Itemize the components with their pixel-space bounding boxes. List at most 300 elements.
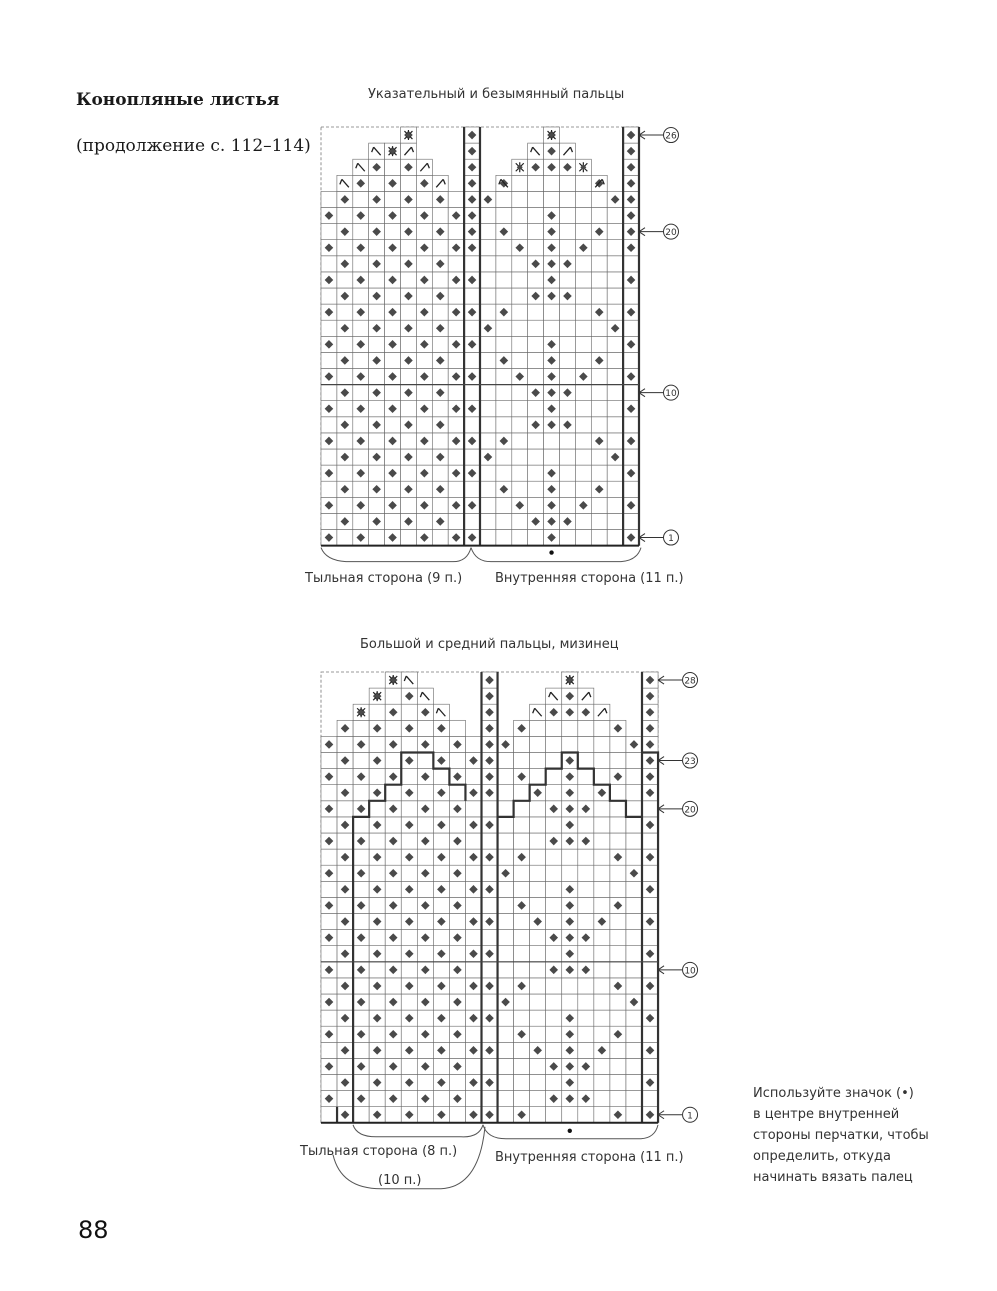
chart-cell xyxy=(594,994,610,1010)
chart-cell xyxy=(626,849,642,865)
chart-cell xyxy=(528,433,544,449)
chart-cell xyxy=(514,914,530,930)
chart-cell xyxy=(514,801,530,817)
chart-cell xyxy=(417,1010,433,1026)
chart-cell xyxy=(496,417,512,433)
chart-cell xyxy=(321,753,337,769)
chart-cell xyxy=(449,753,465,769)
chart-cell xyxy=(546,785,562,801)
chart-cell xyxy=(385,914,401,930)
chart-cell xyxy=(498,946,514,962)
chart-cell xyxy=(546,1042,562,1058)
chart-cell xyxy=(482,1058,498,1074)
note-line: начинать вязать палец xyxy=(753,1170,913,1185)
chart-cell xyxy=(575,224,591,240)
row-number: 26 xyxy=(665,131,677,142)
chart-cell xyxy=(321,849,337,865)
chart-cell xyxy=(594,897,610,913)
chart-cell xyxy=(610,801,626,817)
chart-cell xyxy=(530,946,546,962)
chart-cell xyxy=(512,191,528,207)
chart-cell xyxy=(353,753,369,769)
chart-cell xyxy=(433,897,449,913)
chart-cell xyxy=(496,272,512,288)
chart-cell xyxy=(626,833,642,849)
chart-cell xyxy=(626,769,642,785)
chart-cell xyxy=(433,865,449,881)
chart-cell xyxy=(337,865,353,881)
chart-cell xyxy=(530,801,546,817)
chart-cell xyxy=(417,849,433,865)
chart-cell xyxy=(575,191,591,207)
chart-cell xyxy=(449,1107,465,1123)
chart-cell xyxy=(626,881,642,897)
chart-cell xyxy=(321,1075,337,1091)
chart-cell xyxy=(528,352,544,368)
chart-cell xyxy=(528,530,544,546)
chart-cell xyxy=(578,978,594,994)
chart-cell xyxy=(610,881,626,897)
chart-cell xyxy=(498,962,514,978)
chart-cell xyxy=(496,256,512,272)
chart-cell xyxy=(544,175,560,191)
chart-cell xyxy=(385,720,401,736)
chart-cell xyxy=(514,994,530,1010)
chart-cell xyxy=(417,946,433,962)
chart-cell xyxy=(432,465,448,481)
chart-cell xyxy=(385,385,401,401)
chart-cell xyxy=(623,481,639,497)
chart-cell xyxy=(465,769,481,785)
chart-cell xyxy=(417,914,433,930)
chart-cell xyxy=(321,785,337,801)
chart-cell xyxy=(480,336,496,352)
chart-cell xyxy=(575,175,591,191)
chart-cell xyxy=(594,849,610,865)
row-number: 20 xyxy=(665,228,677,239)
chart-cell xyxy=(321,320,337,336)
chart-cell xyxy=(385,688,401,704)
chart-cell xyxy=(416,288,432,304)
page-number: 88 xyxy=(78,1216,109,1244)
chart-cell xyxy=(321,817,337,833)
chart-cell xyxy=(385,1107,401,1123)
chart-cell xyxy=(385,817,401,833)
chart-cell xyxy=(575,272,591,288)
chart-cell xyxy=(607,465,623,481)
chart-cell xyxy=(544,433,560,449)
chart-cell xyxy=(546,897,562,913)
chart-cell xyxy=(482,801,498,817)
chart-cell xyxy=(546,994,562,1010)
chart-cell xyxy=(546,1026,562,1042)
chart-cell xyxy=(594,1026,610,1042)
chart-cell xyxy=(546,881,562,897)
note-line: в центре внутренней xyxy=(753,1107,900,1122)
chart-cell xyxy=(480,385,496,401)
chart-cell xyxy=(401,304,417,320)
chart-cell xyxy=(530,881,546,897)
chart-cell xyxy=(464,481,480,497)
chart-cell xyxy=(337,465,353,481)
chart-cell xyxy=(512,224,528,240)
chart-cell xyxy=(512,513,528,529)
chart-cell xyxy=(432,272,448,288)
chart-cell xyxy=(575,481,591,497)
chart-cell xyxy=(626,1058,642,1074)
chart-cell xyxy=(480,433,496,449)
chart-cell xyxy=(626,946,642,962)
chart-cell xyxy=(369,369,385,385)
chart-cell xyxy=(321,256,337,272)
chart-cell xyxy=(607,288,623,304)
chart-cell xyxy=(496,497,512,513)
chart-cell xyxy=(578,994,594,1010)
chart-cell xyxy=(480,513,496,529)
chart-cell xyxy=(353,449,369,465)
chart-cell xyxy=(417,881,433,897)
chart-cell xyxy=(514,785,530,801)
chart-cell xyxy=(607,369,623,385)
chart-cell xyxy=(385,849,401,865)
chart-cell xyxy=(337,272,353,288)
chart-cell xyxy=(591,369,607,385)
chart-cell xyxy=(607,256,623,272)
chart-cell xyxy=(337,401,353,417)
chart-cell xyxy=(514,1091,530,1107)
chart-cell xyxy=(337,240,353,256)
chart-cell xyxy=(369,962,385,978)
chart-cell xyxy=(498,1075,514,1091)
chart-cell xyxy=(401,208,417,224)
chart-cell xyxy=(498,833,514,849)
chart-cell xyxy=(448,320,464,336)
chart-cell xyxy=(575,288,591,304)
chart-cell xyxy=(546,978,562,994)
chart-cell xyxy=(530,1058,546,1074)
chart-cell xyxy=(465,801,481,817)
chart-cell xyxy=(498,881,514,897)
chart-cell xyxy=(353,978,369,994)
chart-cell xyxy=(544,320,560,336)
chart-cell xyxy=(448,417,464,433)
chart-cell xyxy=(512,449,528,465)
chart-cell xyxy=(623,385,639,401)
chart-cell xyxy=(337,930,353,946)
chart-cell xyxy=(594,817,610,833)
chart-cell xyxy=(385,881,401,897)
chart-cell xyxy=(433,1026,449,1042)
chart-cell xyxy=(449,1042,465,1058)
chart-cell xyxy=(433,962,449,978)
chart-cell xyxy=(321,1107,337,1123)
chart-cell xyxy=(417,753,433,769)
chart-cell xyxy=(512,433,528,449)
chart-cell xyxy=(321,1042,337,1058)
chart-cell xyxy=(369,401,385,417)
chart-2-palm-label: Внутренняя сторона (11 п.) xyxy=(495,1150,684,1165)
chart-cell xyxy=(448,191,464,207)
chart-cell xyxy=(607,401,623,417)
chart-cell xyxy=(642,994,658,1010)
chart-cell xyxy=(369,530,385,546)
chart-cell xyxy=(578,865,594,881)
chart-cell xyxy=(594,1075,610,1091)
chart-cell xyxy=(607,530,623,546)
chart-cell xyxy=(498,1010,514,1026)
chart-cell xyxy=(464,417,480,433)
chart-cell xyxy=(578,769,594,785)
chart-cell xyxy=(498,769,514,785)
chart-cell xyxy=(560,175,576,191)
chart-cell xyxy=(321,978,337,994)
chart-cell xyxy=(512,208,528,224)
chart-cell xyxy=(610,1010,626,1026)
chart-cell xyxy=(607,433,623,449)
chart-cell xyxy=(546,817,562,833)
chart-cell xyxy=(385,1075,401,1091)
chart-cell xyxy=(369,208,385,224)
chart-cell xyxy=(417,785,433,801)
chart-cell xyxy=(496,240,512,256)
chart-cell xyxy=(448,449,464,465)
chart-cell xyxy=(432,497,448,513)
chart-cell xyxy=(401,769,417,785)
chart-cell xyxy=(594,736,610,752)
chart-cell xyxy=(498,1058,514,1074)
chart-cell xyxy=(626,962,642,978)
chart-cell xyxy=(337,1091,353,1107)
chart-cell xyxy=(498,801,514,817)
chart-cell xyxy=(385,288,401,304)
chart-cell xyxy=(496,401,512,417)
chart-cell xyxy=(337,962,353,978)
chart-cell xyxy=(575,417,591,433)
chart-cell xyxy=(369,175,385,191)
chart-cell xyxy=(546,736,562,752)
chart-cell xyxy=(416,449,432,465)
chart-cell xyxy=(626,1107,642,1123)
chart-cell xyxy=(401,272,417,288)
chart-cell xyxy=(562,849,578,865)
chart-cell xyxy=(560,336,576,352)
chart-cell xyxy=(528,208,544,224)
chart-cell xyxy=(449,946,465,962)
chart-cell xyxy=(575,385,591,401)
chart-cell xyxy=(560,208,576,224)
chart-cell xyxy=(369,433,385,449)
chart-cell xyxy=(594,930,610,946)
chart-cell xyxy=(337,497,353,513)
chart-cell xyxy=(480,240,496,256)
chart-cell xyxy=(448,513,464,529)
chart-cell xyxy=(480,208,496,224)
chart-cell xyxy=(544,449,560,465)
chart-cell xyxy=(449,978,465,994)
chart-cell xyxy=(464,513,480,529)
chart-cell xyxy=(546,865,562,881)
chart-cell xyxy=(385,224,401,240)
chart-cell xyxy=(512,175,528,191)
chart-cell xyxy=(607,304,623,320)
chart-cell xyxy=(321,288,337,304)
chart-cell xyxy=(337,336,353,352)
chart-cell xyxy=(610,833,626,849)
chart-cell xyxy=(401,1058,417,1074)
chart-cell xyxy=(449,817,465,833)
chart-cell xyxy=(530,1010,546,1026)
chart-cell xyxy=(432,530,448,546)
page-subtitle: (продолжение с. 112–114) xyxy=(76,136,311,156)
chart-cell xyxy=(385,1010,401,1026)
chart-cell xyxy=(591,385,607,401)
chart-cell xyxy=(528,175,544,191)
chart-cell xyxy=(321,1010,337,1026)
chart-cell xyxy=(578,1107,594,1123)
chart-cell xyxy=(337,208,353,224)
chart-cell xyxy=(528,191,544,207)
chart-cell xyxy=(528,449,544,465)
chart-cell xyxy=(626,1075,642,1091)
chart-cell xyxy=(369,833,385,849)
chart-cell xyxy=(433,769,449,785)
chart-cell xyxy=(610,1042,626,1058)
chart-cell xyxy=(337,433,353,449)
chart-cell xyxy=(369,865,385,881)
chart-cell xyxy=(626,978,642,994)
chart-cell xyxy=(464,352,480,368)
chart-cell xyxy=(575,449,591,465)
chart-cell xyxy=(353,1042,369,1058)
chart-cell xyxy=(496,336,512,352)
chart-cell xyxy=(385,978,401,994)
chart-cell xyxy=(385,1042,401,1058)
chart-cell xyxy=(594,1091,610,1107)
chart-cell xyxy=(448,352,464,368)
chart-cell xyxy=(401,801,417,817)
chart-cell xyxy=(591,417,607,433)
chart-cell xyxy=(385,481,401,497)
chart-cell xyxy=(480,481,496,497)
chart-cell xyxy=(321,881,337,897)
chart-cell xyxy=(321,946,337,962)
chart-cell xyxy=(353,881,369,897)
usage-note xyxy=(753,1083,953,1188)
chart-cell xyxy=(480,304,496,320)
chart-cell xyxy=(498,1091,514,1107)
chart-cell xyxy=(528,272,544,288)
chart-cell xyxy=(353,1010,369,1026)
chart-cell xyxy=(385,513,401,529)
chart-cell xyxy=(528,320,544,336)
chart-cell xyxy=(353,817,369,833)
chart-cell xyxy=(369,240,385,256)
chart-cell xyxy=(353,946,369,962)
chart-cell xyxy=(623,256,639,272)
row-number: 10 xyxy=(665,389,677,400)
chart-cell xyxy=(321,385,337,401)
chart-cell xyxy=(626,914,642,930)
chart-cell xyxy=(433,1091,449,1107)
chart-cell xyxy=(416,352,432,368)
chart-cell xyxy=(610,817,626,833)
chart-cell xyxy=(578,914,594,930)
chart-cell xyxy=(498,897,514,913)
chart-cell xyxy=(591,497,607,513)
chart-cell xyxy=(594,769,610,785)
chart-cell xyxy=(623,449,639,465)
chart-cell xyxy=(482,930,498,946)
chart-cell xyxy=(448,385,464,401)
chart-cell xyxy=(449,849,465,865)
chart-cell xyxy=(591,191,607,207)
chart-cell xyxy=(337,801,353,817)
chart-cell xyxy=(514,1075,530,1091)
chart-cell xyxy=(337,769,353,785)
chart-cell xyxy=(610,930,626,946)
note-line: стороны перчатки, чтобы xyxy=(753,1128,929,1143)
chart-cell xyxy=(449,1010,465,1026)
chart-cell xyxy=(578,1010,594,1026)
chart-cell xyxy=(498,849,514,865)
chart-cell xyxy=(591,208,607,224)
chart-cell xyxy=(610,946,626,962)
chart-cell xyxy=(337,833,353,849)
chart-cell xyxy=(530,994,546,1010)
chart-cell xyxy=(337,994,353,1010)
chart-cell xyxy=(607,336,623,352)
chart-cell xyxy=(448,288,464,304)
chart-cell xyxy=(498,1107,514,1123)
chart-cell xyxy=(448,224,464,240)
chart-cell xyxy=(528,369,544,385)
page-title: Конопляные листья xyxy=(76,90,280,110)
chart-cell xyxy=(480,465,496,481)
chart-cell xyxy=(369,769,385,785)
chart-cell xyxy=(528,497,544,513)
chart-cell xyxy=(401,897,417,913)
chart-cell xyxy=(464,256,480,272)
chart-cell xyxy=(498,930,514,946)
chart-cell xyxy=(496,449,512,465)
chart-cell xyxy=(591,320,607,336)
chart-cell xyxy=(482,962,498,978)
chart-cell xyxy=(449,720,465,736)
chart-cell xyxy=(482,833,498,849)
chart-cell xyxy=(591,465,607,481)
chart-cell xyxy=(560,497,576,513)
chart-cell xyxy=(578,881,594,897)
chart-cell xyxy=(514,817,530,833)
chart-cell xyxy=(465,1058,481,1074)
chart-cell xyxy=(496,208,512,224)
chart-cell xyxy=(594,978,610,994)
chart-1-back-label: Тыльная сторона (9 п.) xyxy=(305,571,463,586)
chart-cell xyxy=(560,433,576,449)
chart-cell xyxy=(610,1058,626,1074)
chart-cell xyxy=(578,736,594,752)
chart-cell xyxy=(626,1042,642,1058)
chart-cell xyxy=(401,1091,417,1107)
chart-cell xyxy=(578,1075,594,1091)
chart-cell xyxy=(578,946,594,962)
chart-cell xyxy=(353,481,369,497)
chart-cell xyxy=(514,962,530,978)
chart-cell xyxy=(514,1042,530,1058)
chart-cell xyxy=(416,224,432,240)
chart-cell xyxy=(369,736,385,752)
chart-cell xyxy=(369,304,385,320)
